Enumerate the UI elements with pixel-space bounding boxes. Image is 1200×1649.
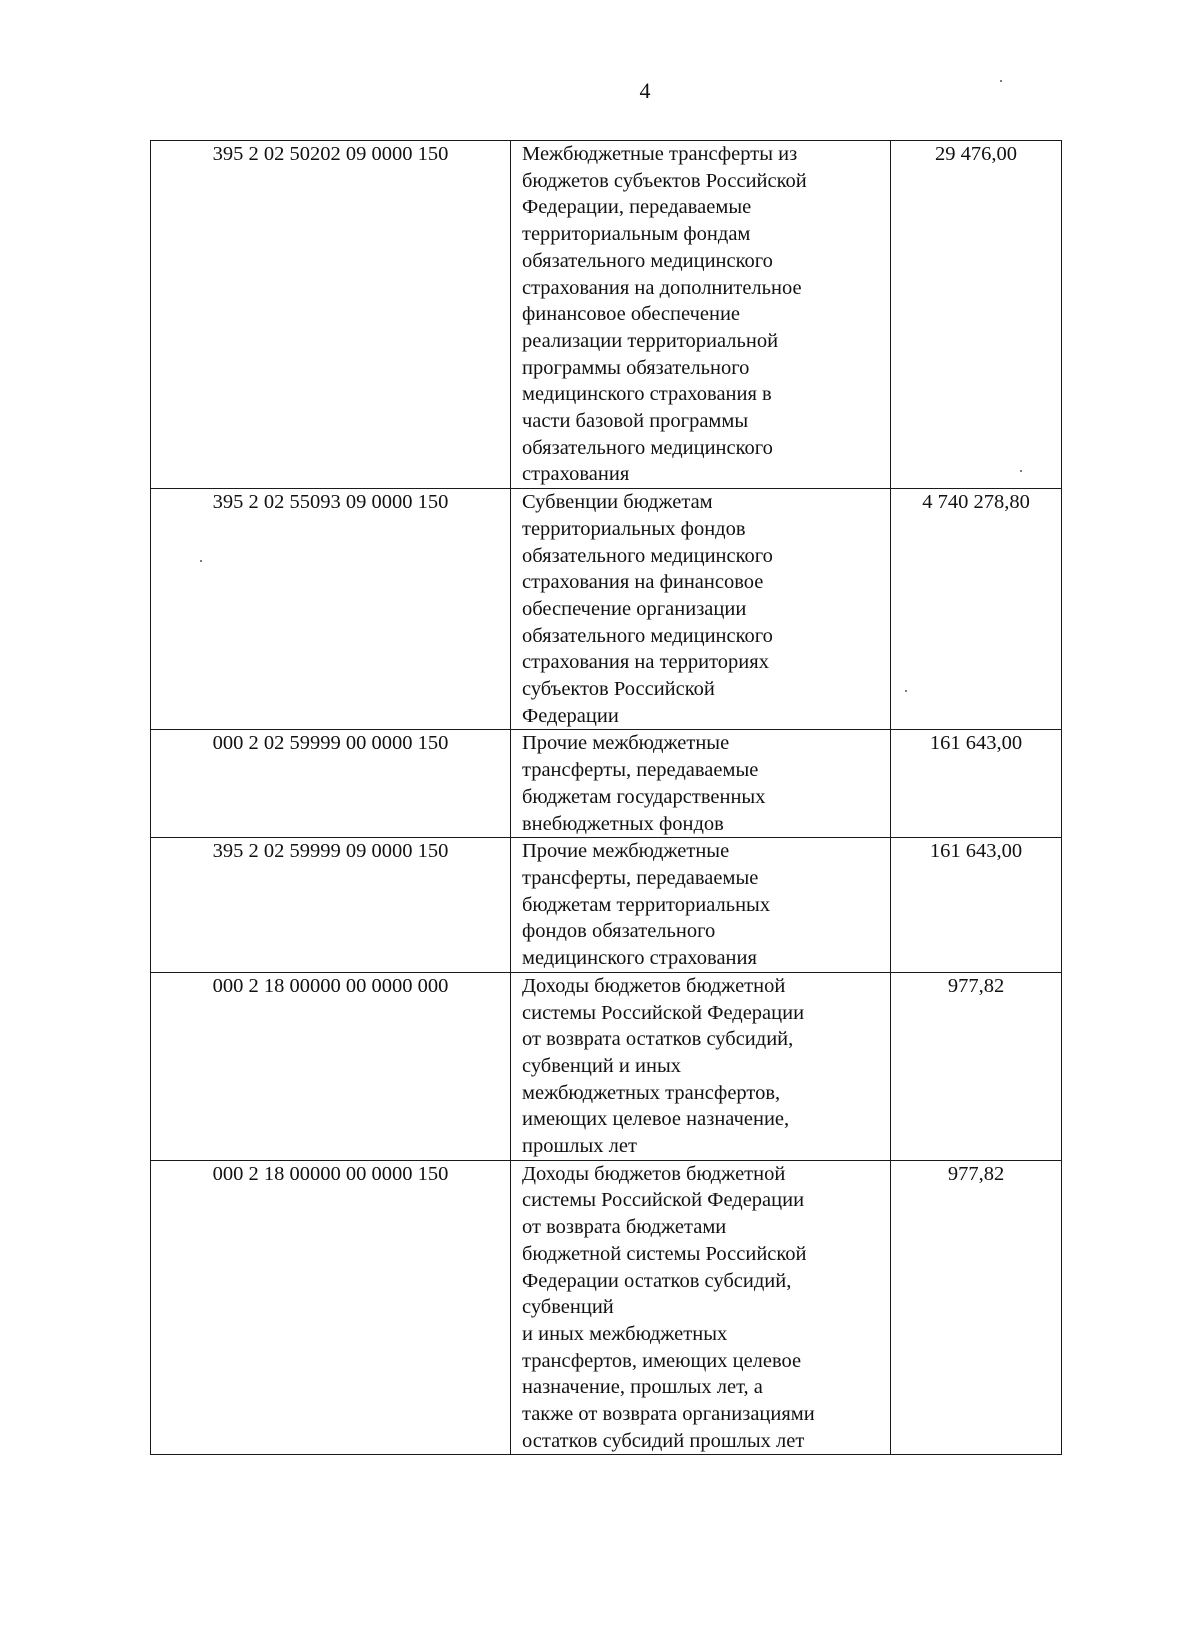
scan-speck	[1020, 470, 1022, 472]
budget-code: 395 2 02 55093 09 0000 150	[212, 491, 449, 514]
revenue-description: Прочие межбюджетные трансферты, передаваемые бюджетам территориальных фондов обязательного медицинского страхования	[522, 840, 771, 970]
description-cell	[511, 972, 891, 1160]
amount-cell	[891, 1160, 1062, 1455]
table-row	[151, 1160, 1062, 1455]
amount-value: 977,82	[947, 974, 1005, 997]
amount-value: 29 476,00	[935, 143, 1017, 165]
scan-speck	[905, 690, 907, 692]
table-row	[151, 141, 1062, 489]
budget-code-cell	[151, 730, 511, 838]
table-row	[151, 972, 1062, 1160]
amount-cell	[891, 141, 1062, 489]
amount-cell	[891, 489, 1062, 730]
budget-code-cell	[151, 141, 511, 489]
revenue-description: Доходы бюджетов бюджетной системы Российской Федерации от возврата бюджетами бюджетной системы Российской Федерации остатков субсидий, субвенций и иных межбюджетных трансфертов, имеющих целевое назначение, прошлых лет, а также от возврата организациями остатков субсидий прошлых лет	[522, 1162, 815, 1452]
description-cell	[511, 838, 891, 973]
amount-value: 161 643,00	[929, 732, 1023, 755]
budget-code-cell	[151, 972, 511, 1160]
revenue-description: Межбюджетные трансферты из бюджетов субъектов Российской Федерации, передаваемые территориальным фондам обязательного медицинского страхования на дополнительное финансовое обеспечение реализации территориальной программы обязательного медицинского страхования в части базовой программы обязательного медицинского страхования	[522, 143, 807, 486]
budget-code-cell	[151, 838, 511, 973]
table-row	[151, 838, 1062, 973]
revenue-description: Субвенции бюджетам территориальных фондов обязательного медицинского страхования на финансовое обеспечение организации обязательного медицинского страхования на территориях субъектов Российской Федерации	[522, 491, 773, 727]
description-cell	[511, 1160, 891, 1455]
amount-cell	[891, 972, 1062, 1160]
budget-code: 000 2 18 00000 00 0000 150	[212, 1162, 449, 1185]
budget-code: 000 2 02 59999 00 0000 150	[212, 732, 449, 755]
table-row	[151, 730, 1062, 838]
scan-speck	[200, 560, 202, 562]
description-cell	[511, 730, 891, 838]
table-row	[151, 489, 1062, 730]
page-number: 4	[639, 78, 651, 103]
budget-revenue-table	[150, 140, 1062, 1455]
budget-code: 395 2 02 50202 09 0000 150	[212, 143, 449, 165]
amount-cell	[891, 730, 1062, 838]
amount-cell	[891, 838, 1062, 973]
amount-value: 977,82	[947, 1162, 1005, 1185]
description-cell	[511, 489, 891, 730]
budget-code-cell	[151, 1160, 511, 1455]
budget-code-cell	[151, 489, 511, 730]
revenue-description: Прочие межбюджетные трансферты, передаваемые бюджетам государственных внебюджетных фондов	[522, 732, 766, 835]
budget-code: 000 2 18 00000 00 0000 000	[212, 974, 449, 997]
revenue-description: Доходы бюджетов бюджетной системы Российской Федерации от возврата остатков субсидий, субвенций и иных межбюджетных трансфертов, имеющих целевое назначение, прошлых лет	[522, 974, 805, 1158]
budget-code: 395 2 02 59999 09 0000 150	[212, 840, 449, 863]
amount-value: 4 740 278,80	[922, 491, 1030, 514]
scan-speck	[1000, 80, 1002, 82]
amount-value: 161 643,00	[929, 840, 1023, 863]
description-cell	[511, 141, 891, 489]
